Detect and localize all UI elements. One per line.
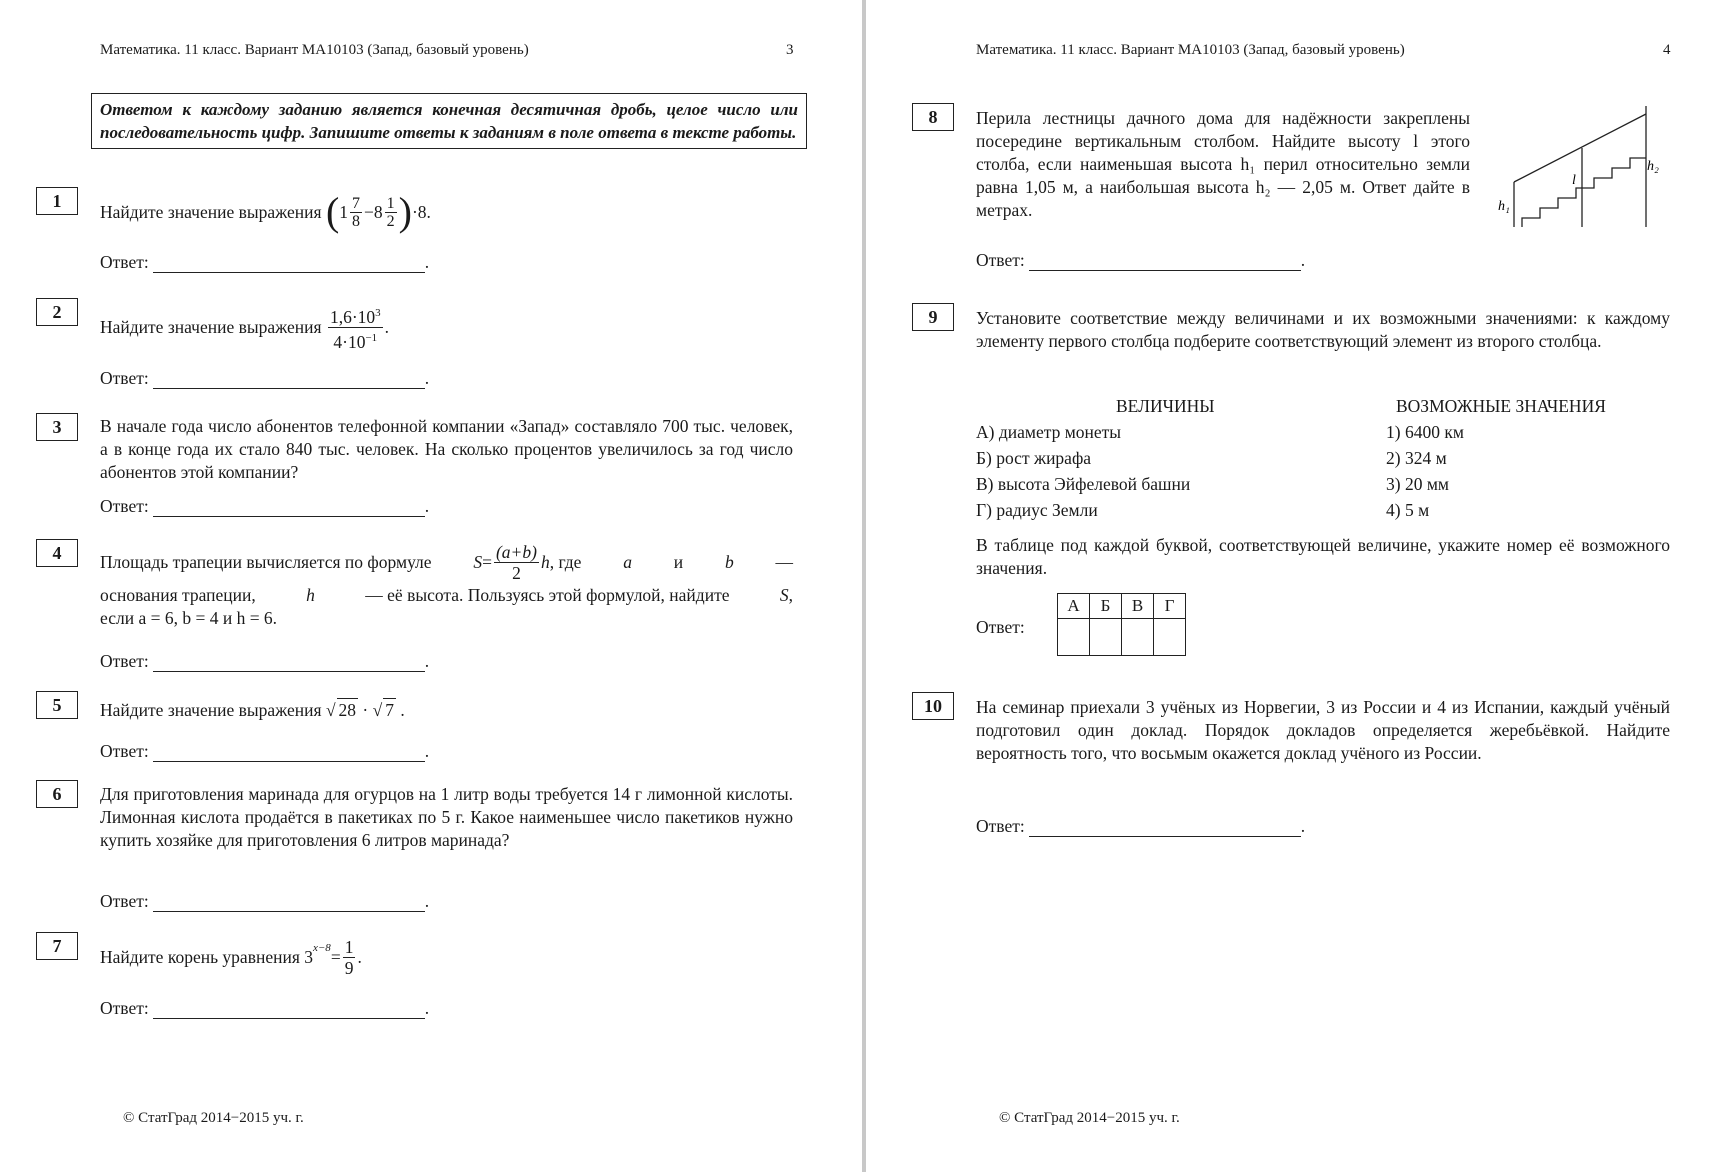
answer-label: Ответ: (100, 741, 149, 761)
label-h1: h₁ (1498, 199, 1510, 214)
dash: — (775, 551, 793, 572)
task-6-text: Для приготовления маринада для огурцов на 1 литр воды требуется 14 г лимонной кислоты. Лимонная кислота продаётся в пакетиках по 5 г. Какое наименьшее число пакетиков нужно купить хозяйке для приготовления 6 литров маринада? (100, 784, 793, 850)
value-item: 3) 20 мм (1386, 474, 1449, 494)
table-header-v: В (1122, 594, 1154, 619)
answer-cell-a[interactable] (1058, 619, 1090, 656)
task-8-number: 8 (912, 103, 954, 131)
task-4-phrase-2: основания трапеции, (100, 585, 256, 605)
answer-label: Ответ: (100, 998, 149, 1018)
radicand-2: 7 (385, 700, 394, 720)
fraction-2-numerator: 1 (386, 194, 395, 212)
task-9-number: 9 (912, 303, 954, 331)
quantity-item: Б) рост жирафа (976, 448, 1092, 468)
task-1-answer: Ответ: . (100, 252, 430, 272)
task-3-text: В начале года число абонентов телефонной компании «Запад» составляло 700 тыс. человек, а в конце года их стало 840 тыс. человек. На сколько процентов увеличилось за год число абонентов этой компании? (100, 416, 793, 482)
page-number: 3 (786, 42, 794, 58)
task-2-numerator (328, 303, 383, 328)
task-4-text (100, 540, 793, 630)
answer-label: Ответ: (100, 651, 149, 671)
sqrt-icon: √ (325, 700, 336, 720)
answer-field[interactable] (153, 651, 425, 672)
answer-field[interactable] (153, 741, 425, 762)
answer-label: Ответ: (100, 891, 149, 911)
task-2-answer: Ответ: . (100, 368, 430, 388)
answer-label: Ответ: (100, 368, 149, 388)
answer-field[interactable] (1029, 816, 1301, 837)
task-2-text (100, 303, 800, 352)
comma: , (788, 585, 793, 605)
task-9-answer-label (976, 617, 1025, 638)
conj-and: и (673, 551, 684, 572)
equals-sign: = (330, 947, 341, 967)
task-7-numerator: 1 (344, 937, 354, 957)
task-7-number: 7 (36, 932, 78, 960)
right-page (866, 0, 1727, 1172)
answer-field[interactable] (1029, 250, 1301, 271)
sqrt-icon: √ (372, 700, 383, 720)
task-9-instruction: В таблице под каждой буквой, соответствующей величине, укажите номер её возможного значения. (976, 535, 1670, 578)
trapezoid-formula (473, 542, 581, 583)
var-s: S (779, 585, 789, 605)
task-4-phrase-1: Площадь трапеции вычисляется по формуле (100, 551, 432, 572)
value-item: 2) 324 м (1386, 448, 1447, 468)
task-4-line-3: если a = 6, b = 4 и h = 6. (100, 608, 278, 628)
close-paren-icon: ) (398, 189, 412, 234)
answer-label: Ответ: (100, 496, 149, 516)
answer-field[interactable] (153, 496, 425, 517)
value-item: 1) 6400 км (1386, 422, 1464, 442)
answer-instructions: Ответом к каждому заданию является конечная десятичная дробь, целое число или последовательность цифр. Запишите ответы к заданиям в поле ответа в тексте работы. (91, 93, 807, 149)
task-8-answer: Ответ: . (976, 250, 1306, 270)
var-b: b (724, 551, 734, 572)
task-7-text (100, 937, 800, 978)
formula-fraction (494, 542, 539, 583)
page-number: 4 (1663, 42, 1671, 58)
task-6-answer: Ответ: . (100, 891, 430, 911)
power-exponent: x−8 (313, 942, 331, 954)
answer-label: Ответ: (976, 816, 1025, 836)
value-item: 4) 5 м (1386, 500, 1430, 520)
var-h: h (306, 585, 315, 605)
page-footer: © СтатГрад 2014−2015 уч. г. (123, 1110, 304, 1126)
task-5-text (100, 698, 800, 722)
task-2-expression (100, 303, 389, 352)
task-7-answer: Ответ: . (100, 998, 430, 1018)
task-3-answer: Ответ: . (100, 496, 430, 516)
handrail (1514, 114, 1646, 182)
task-7-fraction (343, 937, 356, 978)
quantity-item: А) диаметр монеты (976, 422, 1122, 442)
page-header: Математика. 11 класс. Вариант МА10103 (Запад, базовый уровень) (100, 42, 529, 58)
formula-denominator: 2 (512, 562, 521, 583)
answer-cell-v[interactable] (1122, 619, 1154, 656)
answer-label: Ответ: (976, 617, 1025, 637)
formula-equals: = (482, 551, 492, 572)
task-4-line-2 (100, 584, 793, 607)
task-4-number: 4 (36, 539, 78, 567)
mixed-whole-2: 8 (373, 201, 383, 222)
task-2-prompt: Найдите значение выражения (100, 316, 322, 337)
task-10-number: 10 (912, 692, 954, 720)
numerator-exponent: 3 (375, 307, 381, 319)
values-column-title: ВОЗМОЖНЫЕ ЗНАЧЕНИЯ (1396, 396, 1606, 416)
answer-field[interactable] (153, 368, 425, 389)
fraction-2-denominator: 2 (386, 212, 395, 230)
task-7-tail: . (357, 947, 362, 967)
minus-sign: − (364, 201, 374, 222)
task-4-answer: Ответ: . (100, 651, 430, 671)
task-7-prompt: Найдите корень уравнения (100, 947, 300, 967)
task-1-tail: ·8. (411, 201, 431, 222)
task-10-answer: Ответ: . (976, 816, 1306, 836)
open-paren-icon: ( (325, 189, 340, 234)
task-1-text (100, 189, 800, 234)
task-5-answer: Ответ: . (100, 741, 430, 761)
task-8-text: Перила лестницы дачного дома для надёжности закреплены посередине вертикальным столбом. Найдите высоту l этого столба, если наименьшая высота h₁ перил относительно земли равна 1,05 м, а наибольшая высота h₂ — 2,05 м. Ответ дайте в метрах. (976, 108, 1470, 220)
task-1-prompt: Найдите значение выражения (100, 201, 322, 222)
formula-numerator: (a+b) (495, 541, 537, 562)
radicand-1: 28 (338, 700, 357, 720)
answer-label: Ответ: (100, 252, 149, 272)
denominator-exponent: −1 (365, 331, 378, 344)
fraction-2 (385, 195, 397, 230)
formula-h: h (540, 551, 550, 572)
table-header-a: А (1058, 594, 1090, 619)
task-6-number: 6 (36, 780, 78, 808)
var-a: a (623, 551, 632, 572)
formula-s: S (473, 551, 483, 572)
task-5-number: 5 (36, 691, 78, 719)
task-7-expression (100, 937, 362, 978)
staircase-figure (1482, 100, 1659, 235)
table-header-g: Г (1154, 594, 1186, 619)
task-3-number: 3 (36, 413, 78, 441)
page-footer: © СтатГрад 2014−2015 уч. г. (999, 1110, 1180, 1126)
task-1-number: 1 (36, 187, 78, 215)
page-header: Математика. 11 класс. Вариант МА10103 (Запад, базовый уровень) (976, 42, 1405, 58)
task-10-text: На семинар приехали 3 учёных из Норвегии, 3 из России и 4 из Испании, каждый учёный подготовил один доклад. Порядок докладов определяется жеребьёвкой. Найдите вероятность того, что восьмым окажется доклад учёного из России. (976, 697, 1670, 763)
task-2-fraction (328, 303, 383, 352)
task-9-answer-table (1057, 593, 1186, 656)
numerator-base: 1,6·10 (329, 306, 376, 327)
task-2-tail: . (384, 316, 390, 337)
task-4-line-1 (100, 540, 793, 584)
task-2-number: 2 (36, 298, 78, 326)
answer-field[interactable] (153, 998, 425, 1019)
task-7-denominator: 9 (344, 958, 354, 978)
label-l: l (1572, 173, 1576, 188)
fraction-1 (350, 195, 362, 230)
task-4-phrase-3: — её высота. Пользуясь этой формулой, найдите (365, 585, 730, 605)
fraction-1-denominator: 8 (352, 212, 361, 230)
quantity-item: Г) радиус Земли (976, 500, 1098, 520)
label-h2: h₂ (1647, 159, 1659, 174)
multiply-dot: · (362, 700, 369, 720)
fraction-1-numerator: 7 (352, 194, 361, 212)
table-header-b: Б (1090, 594, 1122, 619)
task-2-denominator (331, 328, 379, 352)
denominator-base: 4·10 (333, 331, 366, 352)
answer-field[interactable] (153, 891, 425, 912)
answer-field[interactable] (153, 252, 425, 273)
task-5-tail: . (400, 700, 405, 720)
quantities-column-title: ВЕЛИЧИНЫ (1116, 396, 1215, 416)
mixed-whole-1: 1 (339, 201, 349, 222)
task-4-where: , где (549, 551, 582, 572)
answer-cell-b[interactable] (1090, 619, 1122, 656)
quantity-item: В) высота Эйфелевой башни (976, 474, 1191, 494)
task-5-prompt: Найдите значение выражения (100, 700, 322, 720)
task-9-text: Установите соответствие между величинами и их возможными значениями: к каждому элементу первого столбца подберите соответствующий элемент из второго столбца. (976, 308, 1670, 351)
task-1-expression (100, 189, 431, 234)
answer-label: Ответ: (976, 250, 1025, 270)
power-base: 3 (304, 947, 313, 967)
answer-cell-g[interactable] (1154, 619, 1186, 656)
left-page (0, 0, 862, 1172)
